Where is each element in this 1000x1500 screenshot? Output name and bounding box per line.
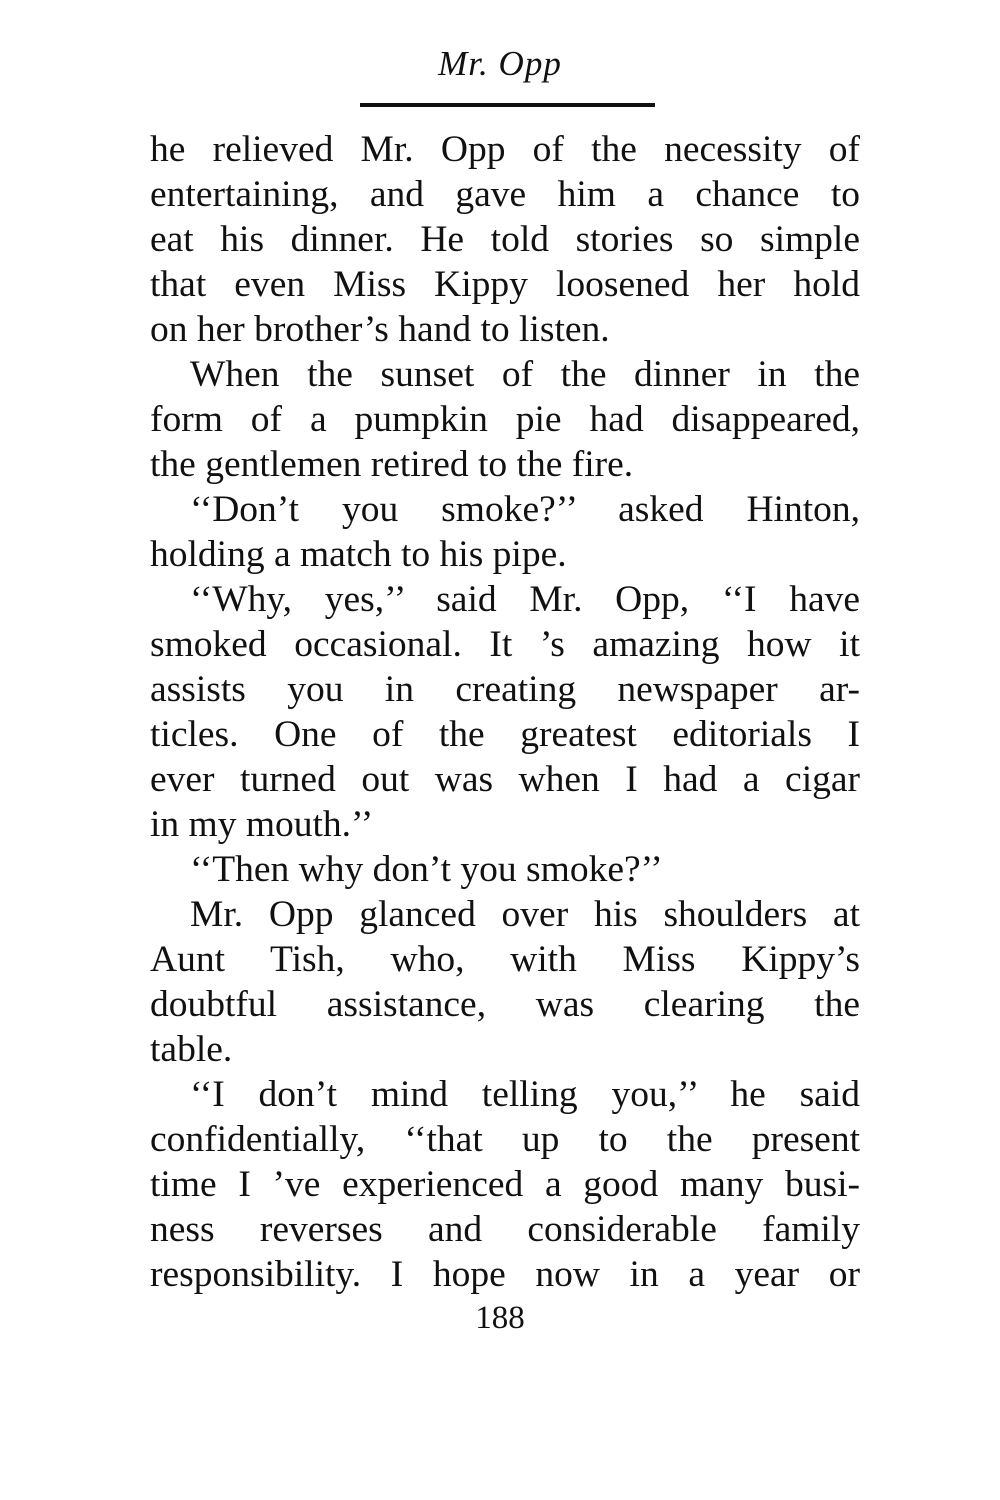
- body-text: [150, 127, 860, 1297]
- text-line: the gentlemen retired to the fire.: [150, 444, 634, 485]
- text-line: entertaining, and gave him a chance to: [150, 174, 860, 215]
- paragraph: [150, 847, 860, 892]
- text-line: confidentially, ‘‘that up to the present: [150, 1119, 860, 1160]
- text-line: he relieved Mr. Opp of the necessity of: [150, 129, 860, 170]
- text-line: ‘‘Why, yes,’’ said Mr. Opp, ‘‘I have: [190, 579, 860, 620]
- text-line: Mr. Opp glanced over his shoulders at: [190, 894, 860, 935]
- text-line: Aunt Tish, who, with Miss Kippy’s: [150, 939, 860, 980]
- text-line: ever turned out was when I had a cigar: [150, 759, 860, 800]
- text-line: responsibility. I hope now in a year or: [150, 1254, 860, 1295]
- paragraph: [150, 1072, 860, 1297]
- page-number: 188: [475, 1300, 525, 1336]
- text-line: on her brother’s hand to listen.: [150, 309, 610, 350]
- running-head: Mr. Opp: [438, 44, 562, 83]
- text-line: table.: [150, 1029, 233, 1070]
- header-rule: [360, 103, 655, 107]
- paragraph: [150, 487, 860, 577]
- paragraph: [150, 352, 860, 487]
- text-line: When the sunset of the dinner in the: [190, 354, 860, 395]
- text-line: ticles. One of the greatest editorials I: [150, 714, 860, 755]
- text-line: ‘‘Then why don’t you smoke?’’: [190, 849, 663, 890]
- paragraph: [150, 127, 860, 352]
- text-line: eat his dinner. He told stories so simple: [150, 219, 860, 260]
- text-line: that even Miss Kippy loosened her hold: [150, 264, 860, 305]
- paragraph: [150, 892, 860, 1072]
- text-line: form of a pumpkin pie had disappeared,: [150, 399, 860, 440]
- paragraph: [150, 577, 860, 847]
- text-line: doubtful assistance, was clearing the: [150, 984, 860, 1025]
- text-line: ‘‘I don’t mind telling you,’’ he said: [190, 1074, 860, 1115]
- text-line: smoked occasional. It ’s amazing how it: [150, 624, 860, 665]
- text-line: in my mouth.’’: [150, 804, 374, 845]
- text-line: time I ’ve experienced a good many busi-: [150, 1164, 860, 1205]
- text-line: ‘‘Don’t you smoke?’’ asked Hinton,: [190, 489, 860, 530]
- text-line: holding a match to his pipe.: [150, 534, 567, 575]
- text-line: assists you in creating newspaper ar-: [150, 669, 860, 710]
- text-line: ness reverses and considerable family: [150, 1209, 860, 1250]
